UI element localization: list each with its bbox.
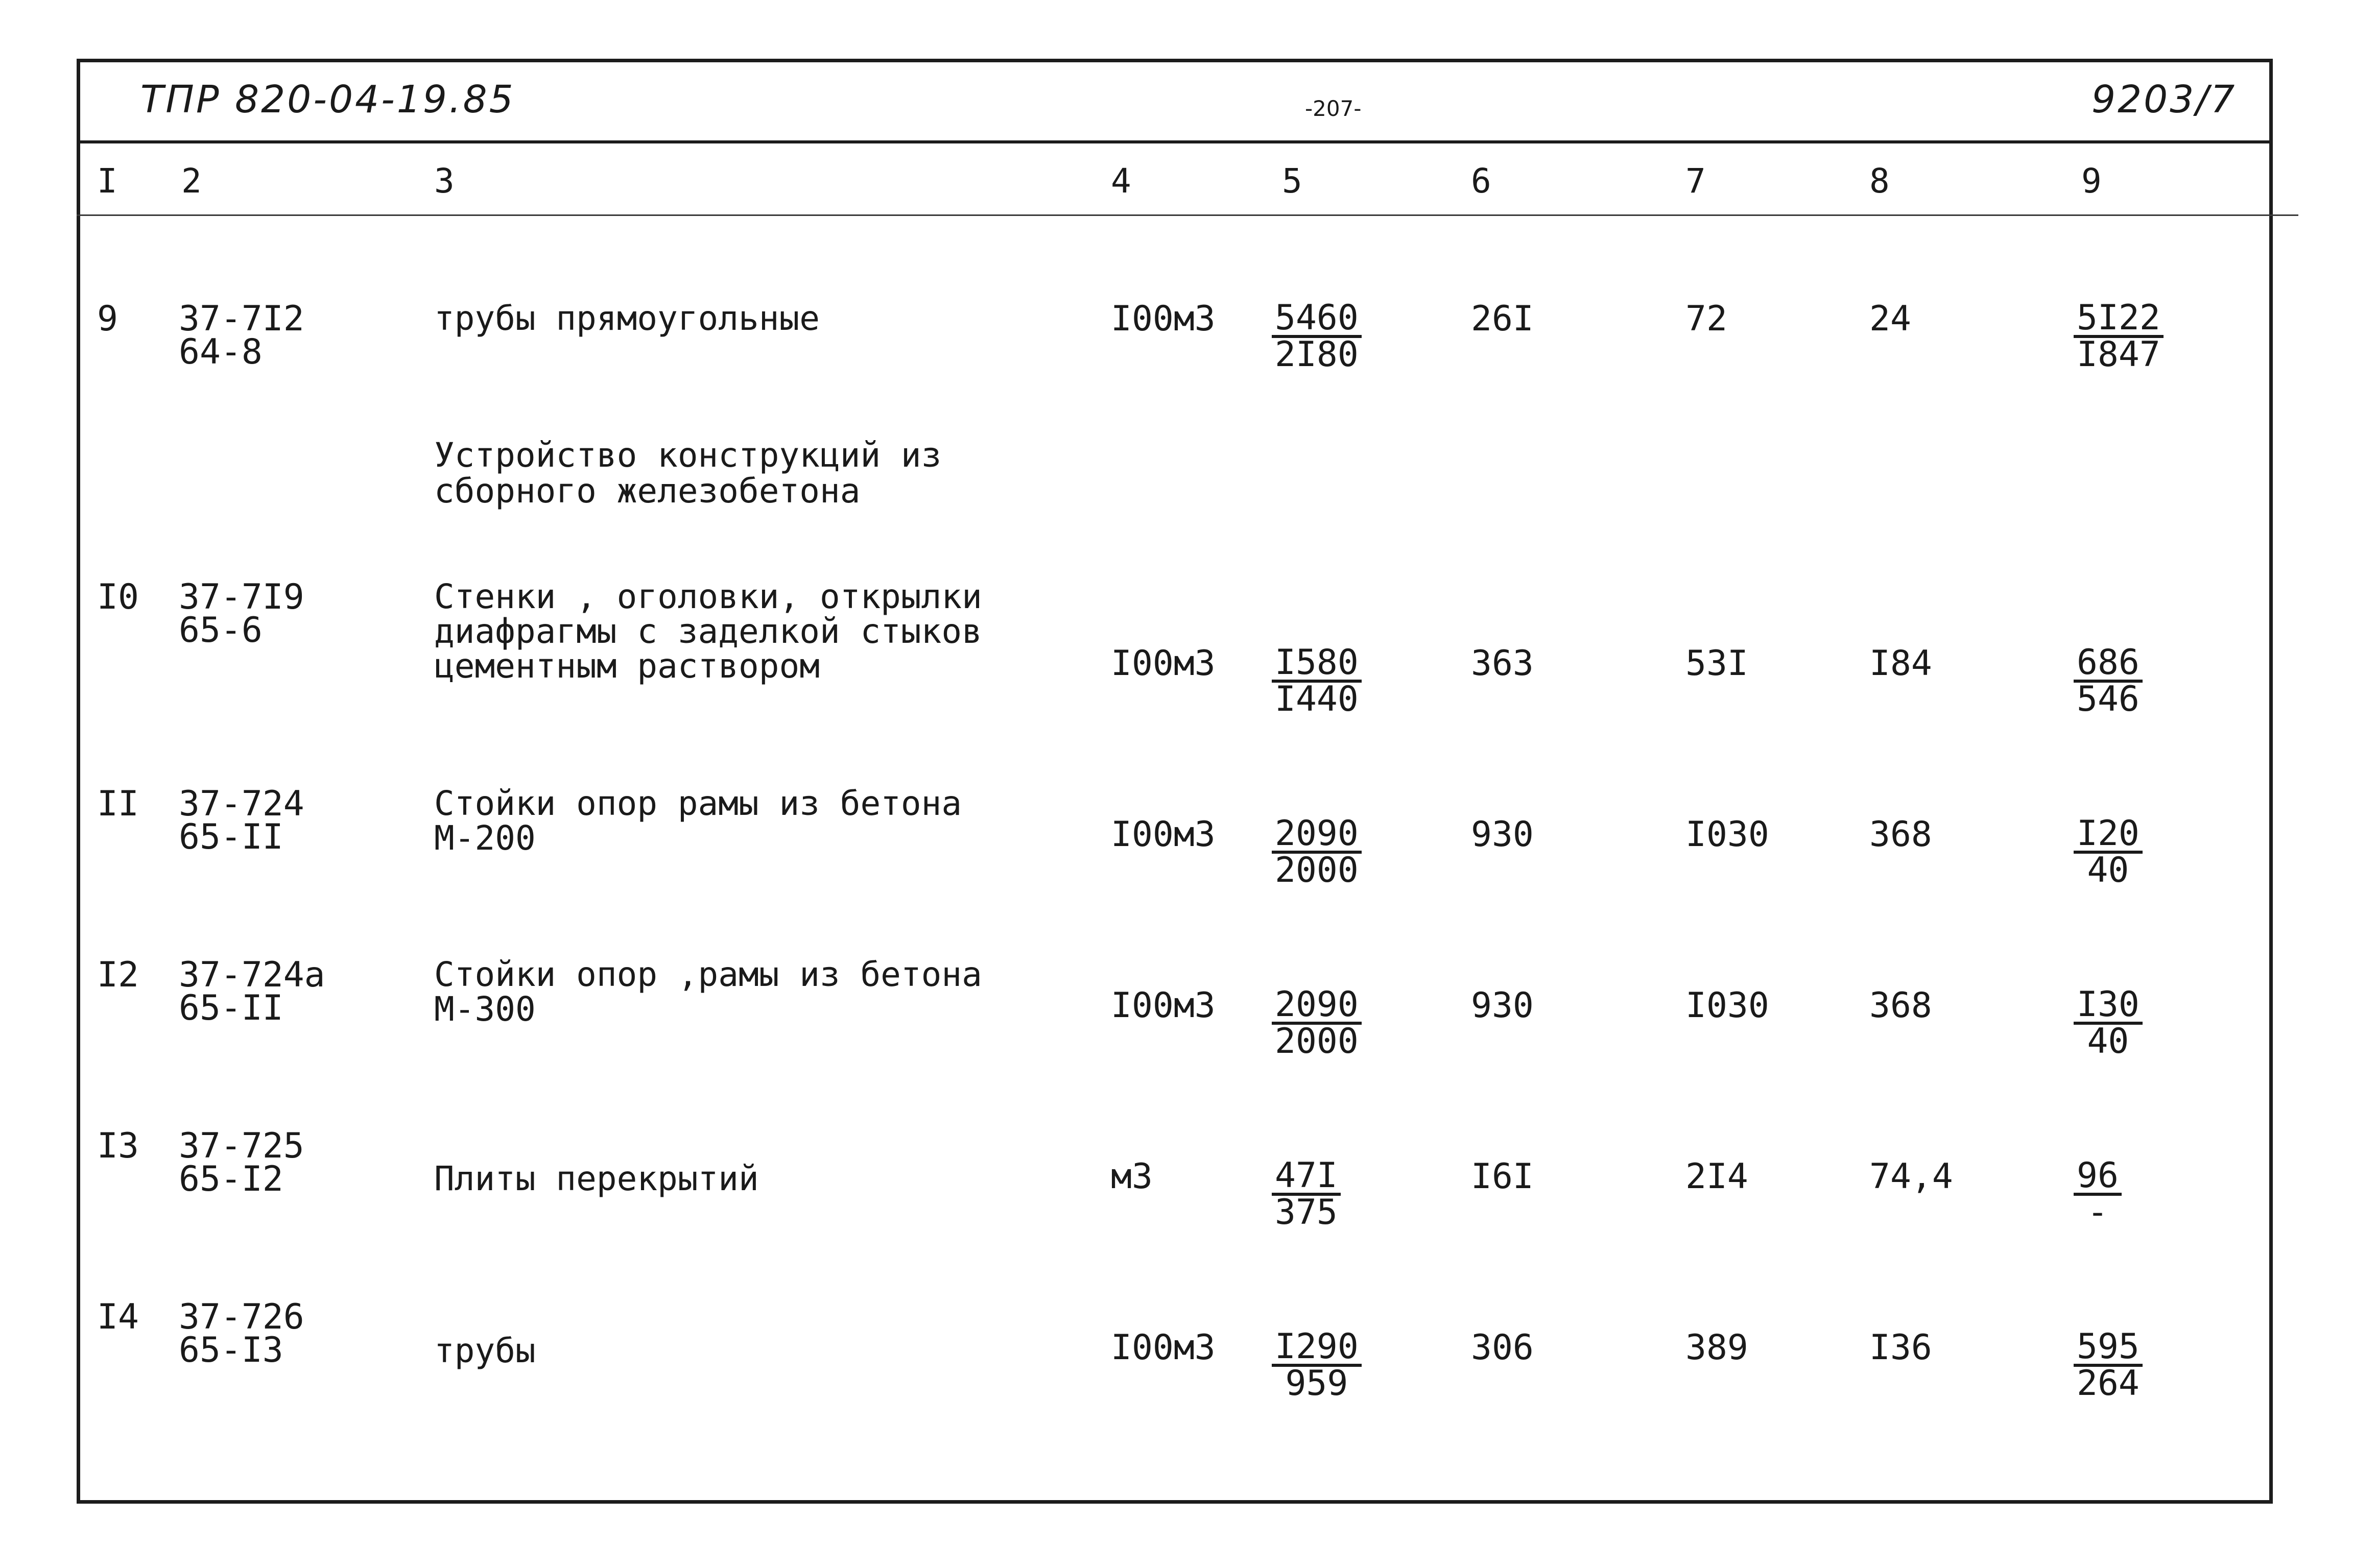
col9-fraction: [2074, 1155, 2122, 1233]
col5-top: I290: [1272, 1330, 1362, 1367]
col9-top: 686: [2074, 646, 2143, 683]
code-line-1: 37-7I2: [179, 299, 304, 339]
col7-value: 72: [1685, 299, 1727, 339]
col6-value: 363: [1471, 643, 1534, 684]
code-line-2: 64-8: [179, 332, 263, 372]
col9-fraction: [2074, 813, 2143, 890]
col9-top: 595: [2074, 1330, 2143, 1367]
work-description-line-2: М-300: [434, 990, 536, 1029]
section-line-2: сборного железобетона: [434, 471, 861, 511]
col9-bottom: 264: [2077, 1363, 2140, 1404]
unit: I00м3: [1111, 814, 1216, 855]
unit: I00м3: [1111, 643, 1216, 684]
col9-bottom: 546: [2077, 679, 2140, 719]
col5-fraction: [1272, 1155, 1341, 1233]
work-description-line-1: Стенки , оголовки, открылки: [434, 577, 982, 616]
column-header: 5: [1282, 161, 1302, 201]
col9-fraction: [2074, 984, 2143, 1062]
row-number: I3: [97, 1126, 139, 1166]
row-number: I0: [97, 577, 139, 617]
col5-fraction: [1272, 1326, 1362, 1404]
col6-value: 26I: [1471, 299, 1534, 339]
col9-top: I20: [2074, 817, 2143, 854]
col7-value: 53I: [1685, 643, 1748, 684]
col6-value: 930: [1471, 814, 1534, 855]
col8-value: I36: [1869, 1328, 1932, 1368]
column-header: I: [97, 161, 117, 201]
code-line-1: 37-725: [179, 1126, 304, 1166]
row-number: II: [97, 784, 139, 824]
col5-fraction: [1272, 984, 1362, 1062]
col6-value: I6I: [1471, 1156, 1534, 1197]
column-header-divider: [77, 214, 2298, 216]
column-header: 4: [1111, 161, 1131, 201]
col5-bottom: 2I80: [1275, 334, 1359, 375]
row-number: I2: [97, 955, 139, 995]
col5-bottom: 2000: [1275, 850, 1359, 890]
work-description-line-2: М-200: [434, 818, 536, 858]
col9-fraction: [2074, 1326, 2143, 1404]
row-number: 9: [97, 299, 118, 339]
col5-bottom: 2000: [1275, 1021, 1359, 1062]
col5-fraction: [1272, 298, 1362, 375]
code-line-1: 37-724а: [179, 955, 325, 995]
work-description: трубы прямоугольные: [434, 299, 820, 338]
col9-top: 5I22: [2074, 301, 2164, 338]
column-header: 6: [1471, 161, 1491, 201]
col8-value: 368: [1869, 985, 1932, 1026]
album-code: 9203/7: [2091, 78, 2237, 122]
col8-value: 74,4: [1869, 1156, 1953, 1197]
column-header: 7: [1685, 161, 1706, 201]
doc-code: ТПР 820-04-19.85: [140, 78, 515, 122]
col5-fraction: [1272, 642, 1362, 719]
col9-fraction: [2074, 642, 2143, 719]
page-number: -207-: [1305, 96, 1362, 121]
col9-bottom: -: [2087, 1192, 2108, 1233]
col9-top: 96: [2074, 1159, 2122, 1196]
col8-value: 24: [1869, 299, 1911, 339]
document-frame: [77, 59, 2273, 1504]
column-header: 2: [181, 161, 202, 201]
code-line-2: 65-I2: [179, 1159, 283, 1199]
code-line-2: 65-6: [179, 610, 263, 650]
column-header: 9: [2081, 161, 2102, 201]
work-description-line-1: Стойки опор рамы из бетона: [434, 784, 962, 823]
column-header: 8: [1869, 161, 1890, 201]
col9-bottom: 40: [2087, 1021, 2129, 1062]
work-description-line-2: диафрагмы с заделкой стыков: [434, 612, 982, 651]
unit: I00м3: [1111, 1328, 1216, 1368]
code-line-1: 37-7I9: [179, 577, 304, 617]
unit: I00м3: [1111, 299, 1216, 339]
code-line-2: 65-II: [179, 817, 283, 857]
col8-value: I84: [1869, 643, 1932, 684]
work-description-line-3: цементным раствором: [434, 646, 820, 686]
col7-value: 389: [1685, 1328, 1748, 1368]
col9-fraction: [2074, 298, 2164, 375]
col9-bottom: I847: [2077, 334, 2160, 375]
column-header: 3: [434, 161, 455, 201]
col5-fraction: [1272, 813, 1362, 890]
col7-value: 2I4: [1685, 1156, 1748, 1197]
col6-value: 930: [1471, 985, 1534, 1026]
col9-top: I30: [2074, 988, 2143, 1025]
section-line-1: Устройство конструкций из: [434, 436, 942, 475]
code-line-2: 65-II: [179, 988, 283, 1028]
col5-bottom: 959: [1285, 1363, 1348, 1404]
work-description: Плиты перекрытий: [434, 1159, 759, 1198]
code-line-2: 65-I3: [179, 1330, 283, 1370]
col7-value: I030: [1685, 985, 1769, 1026]
col5-top: 2090: [1272, 817, 1362, 854]
col5-bottom: 375: [1275, 1192, 1338, 1233]
code-line-1: 37-724: [179, 784, 304, 824]
work-description: трубы: [434, 1331, 536, 1370]
unit: I00м3: [1111, 985, 1216, 1026]
col5-bottom: I440: [1275, 679, 1359, 719]
col5-top: 2090: [1272, 988, 1362, 1025]
col7-value: I030: [1685, 814, 1769, 855]
col9-bottom: 40: [2087, 850, 2129, 890]
code-line-1: 37-726: [179, 1297, 304, 1337]
col8-value: 368: [1869, 814, 1932, 855]
row-number: I4: [97, 1297, 139, 1337]
col5-top: I580: [1272, 646, 1362, 683]
col6-value: 306: [1471, 1328, 1534, 1368]
unit: м3: [1111, 1156, 1153, 1197]
header-divider: [77, 140, 2273, 143]
work-description-line-1: Стойки опор ,рамы из бетона: [434, 955, 982, 994]
col5-top: 47I: [1272, 1159, 1341, 1196]
col5-top: 5460: [1272, 301, 1362, 338]
